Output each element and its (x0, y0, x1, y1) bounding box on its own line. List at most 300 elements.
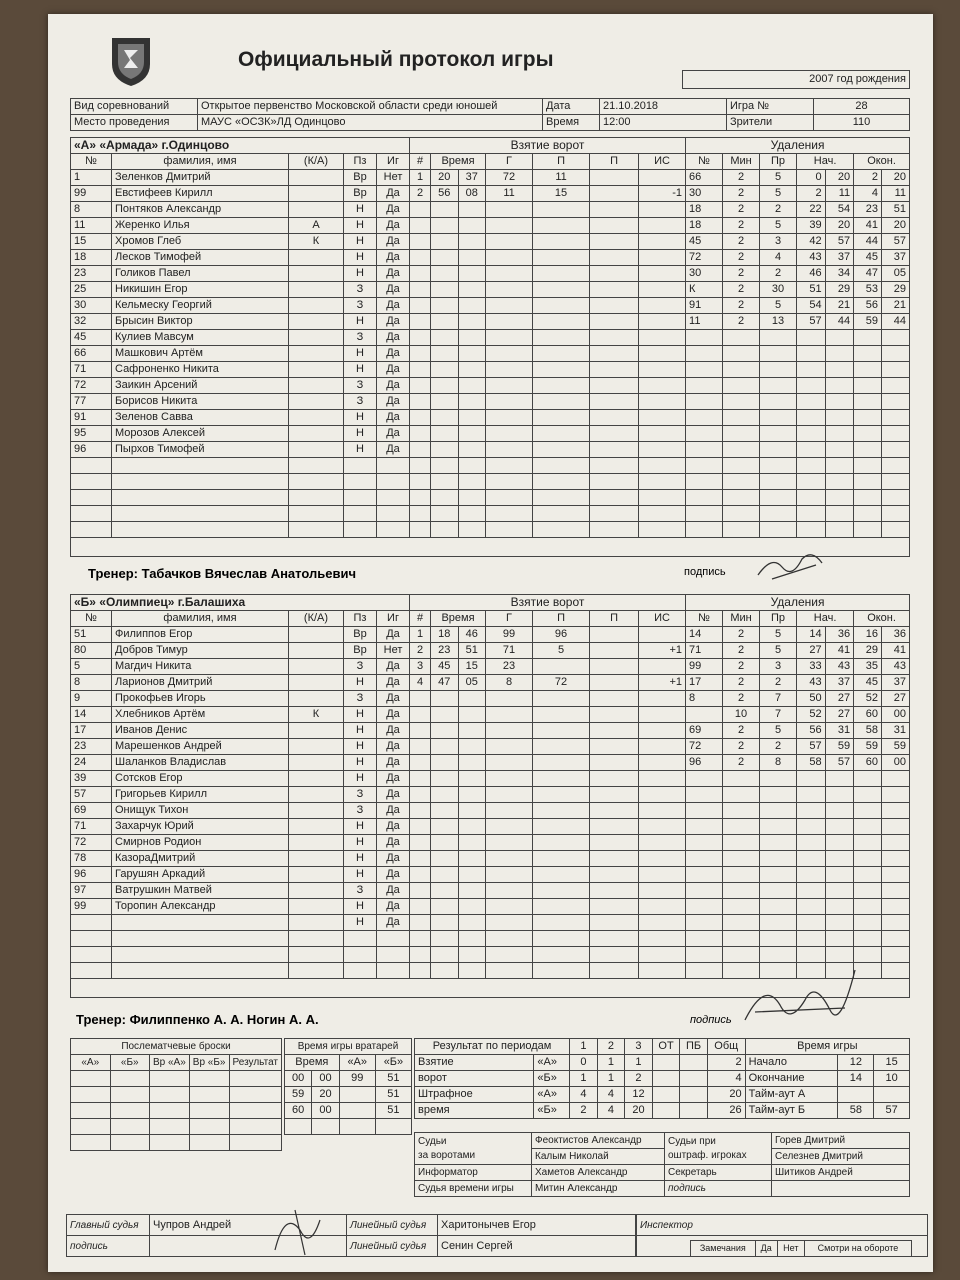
pen-minutes: 2 (723, 202, 760, 218)
pen-minutes: 2 (723, 266, 760, 282)
player-position: З (344, 787, 377, 803)
secretary-sign-label: подпись (665, 1181, 772, 1197)
goals-b-p3: 2 (625, 1071, 653, 1087)
pen-start-min (797, 458, 826, 474)
goal-min (431, 931, 459, 947)
goal-assist-2 (590, 883, 639, 899)
player-name: Сотсков Егор (112, 771, 289, 787)
player-role (289, 899, 344, 915)
goal-sec (458, 314, 486, 330)
pen-end-sec: 36 (882, 627, 910, 643)
player-role (289, 506, 344, 522)
pen-player (686, 506, 723, 522)
goal-scorer (486, 266, 533, 282)
goal-scorer (486, 394, 533, 410)
pen-start-sec: 44 (825, 314, 854, 330)
gk-col: «Б» (375, 1055, 411, 1071)
player-row (71, 675, 910, 691)
player-played: Да (377, 394, 410, 410)
pim-a-p1: 4 (570, 1087, 598, 1103)
goal-sec: 46 (458, 627, 486, 643)
player-number (71, 458, 112, 474)
gk-col: «А» (339, 1055, 375, 1071)
player-name (112, 522, 289, 538)
pen-end-sec: 51 (882, 202, 910, 218)
player-row (71, 314, 910, 330)
goal-situation (639, 378, 686, 394)
goal-scorer (486, 314, 533, 330)
player-position: Н (344, 915, 377, 931)
player-role (289, 330, 344, 346)
player-role (289, 915, 344, 931)
pen-start-sec: 41 (825, 643, 854, 659)
pen-end-sec (882, 787, 910, 803)
pen-start-min (797, 346, 826, 362)
pen-start-min (797, 835, 826, 851)
goal-assist-1 (533, 691, 590, 707)
goal-no: 3 (410, 659, 431, 675)
pen-start-min: 0 (797, 170, 826, 186)
goal-min (431, 282, 459, 298)
goal-situation (639, 458, 686, 474)
goal-no (410, 394, 431, 410)
player-name (112, 474, 289, 490)
goal-assist-2 (590, 707, 639, 723)
start-m: 15 (874, 1055, 910, 1071)
pen-start-sec: 20 (825, 218, 854, 234)
pen-start-min: 43 (797, 250, 826, 266)
goal-min (431, 707, 459, 723)
pen-player: 30 (686, 186, 723, 202)
pen-reason: 5 (760, 186, 797, 202)
player-row (71, 506, 910, 522)
pen-start-min: 52 (797, 707, 826, 723)
pen-minutes (723, 851, 760, 867)
goal-min (431, 202, 459, 218)
pen-start-sec (825, 819, 854, 835)
pen-minutes (723, 442, 760, 458)
pen-player: 71 (686, 643, 723, 659)
player-name: Торопин Александр (112, 899, 289, 915)
goal-assist-1 (533, 947, 590, 963)
pen-player (686, 819, 723, 835)
player-role (289, 458, 344, 474)
pen-player (686, 947, 723, 963)
pen-minutes (723, 362, 760, 378)
goal-assist-2 (590, 474, 639, 490)
pen-start-min: 46 (797, 266, 826, 282)
pen-start-sec (825, 851, 854, 867)
goal-min (431, 522, 459, 538)
pen-start-min (797, 362, 826, 378)
player-role (289, 755, 344, 771)
player-position: З (344, 330, 377, 346)
secretary-value: Шитиков Андрей (772, 1165, 910, 1181)
goal-scorer (486, 915, 533, 931)
goal-assist-2 (590, 899, 639, 915)
goal-sec (458, 819, 486, 835)
pen-end-min: 23 (854, 202, 882, 218)
goal-scorer (486, 202, 533, 218)
pen-start-sec (825, 442, 854, 458)
pen-end-min (854, 931, 882, 947)
goal-min (431, 442, 459, 458)
player-role (289, 170, 344, 186)
goals-b-p2: 1 (597, 1071, 625, 1087)
goal-scorer (486, 899, 533, 915)
goal-no (410, 787, 431, 803)
pen-player (686, 378, 723, 394)
pen-start-min (797, 819, 826, 835)
pen-end-min (854, 803, 882, 819)
goal-assist-1 (533, 506, 590, 522)
player-name: Хромов Глеб (112, 234, 289, 250)
player-played: Да (377, 282, 410, 298)
pen-reason: 13 (760, 314, 797, 330)
goal-min (431, 787, 459, 803)
remarks-table (690, 1240, 912, 1257)
end-m: 10 (874, 1071, 910, 1087)
column-header: Время (431, 154, 486, 170)
goal-no (410, 899, 431, 915)
pen-player: 72 (686, 250, 723, 266)
player-name (112, 458, 289, 474)
player-position: Н (344, 851, 377, 867)
pen-reason: 8 (760, 755, 797, 771)
goal-sec: 05 (458, 675, 486, 691)
goal-scorer (486, 442, 533, 458)
pen-reason: 5 (760, 298, 797, 314)
goal-assist-2 (590, 506, 639, 522)
player-position: Н (344, 675, 377, 691)
goal-situation (639, 506, 686, 522)
goal-assist-1 (533, 659, 590, 675)
goals-header: Взятие ворот (410, 138, 686, 154)
goal-judges-label-1: Судьи (418, 1135, 447, 1147)
pen-minutes: 2 (723, 675, 760, 691)
pen-player (686, 522, 723, 538)
pen-player (686, 963, 723, 979)
goal-no (410, 931, 431, 947)
column-header: № (71, 611, 112, 627)
goal-assist-2 (590, 915, 639, 931)
goal-assist-2 (590, 186, 639, 202)
pen-start-sec (825, 490, 854, 506)
goal-assist-2 (590, 755, 639, 771)
goal-no (410, 755, 431, 771)
player-row (71, 394, 910, 410)
goal-min (431, 947, 459, 963)
goals-b-so (680, 1071, 708, 1087)
player-number (71, 931, 112, 947)
goal-scorer (486, 883, 533, 899)
penalties-header: Удаления (686, 138, 910, 154)
player-played: Да (377, 771, 410, 787)
player-played: Да (377, 915, 410, 931)
pen-end-sec: 37 (882, 250, 910, 266)
place-value: МАУС «ОСЗК»ЛД Одинцово (198, 115, 543, 131)
goal-assist-1 (533, 202, 590, 218)
player-played: Да (377, 787, 410, 803)
player-row (71, 202, 910, 218)
goal-no (410, 218, 431, 234)
pen-end-min (854, 346, 882, 362)
pen-reason (760, 867, 797, 883)
pen-reason: 2 (760, 266, 797, 282)
player-role (289, 723, 344, 739)
goal-assist-2 (590, 330, 639, 346)
goal-min (431, 867, 459, 883)
pen-player: 30 (686, 266, 723, 282)
main-ref-signature-icon (265, 1200, 345, 1260)
pen-judges-label-2: оштраф. игроках (668, 1149, 747, 1161)
goal-sec (458, 963, 486, 979)
goal-sec (458, 851, 486, 867)
pen-start-min (797, 410, 826, 426)
player-played (377, 474, 410, 490)
goal-assist-2 (590, 234, 639, 250)
player-number: 72 (71, 378, 112, 394)
pen-end-sec (882, 362, 910, 378)
player-played: Нет (377, 643, 410, 659)
place-label: Место проведения (71, 115, 198, 131)
player-number: 25 (71, 282, 112, 298)
goal-no (410, 915, 431, 931)
player-number: 72 (71, 835, 112, 851)
goals-a-p2: 1 (597, 1055, 625, 1071)
so-col: «Б» (110, 1055, 149, 1071)
pen-start-sec (825, 506, 854, 522)
goal-assist-2 (590, 490, 639, 506)
player-number: 23 (71, 739, 112, 755)
end-label: Окончание (745, 1071, 838, 1087)
goal-assist-1 (533, 771, 590, 787)
informer-label: Информатор (415, 1165, 532, 1181)
pen-minutes: 10 (723, 707, 760, 723)
goal-assist-1 (533, 298, 590, 314)
pen-end-sec (882, 410, 910, 426)
goal-assist-2 (590, 426, 639, 442)
goal-scorer (486, 819, 533, 835)
goal-no (410, 707, 431, 723)
goal-situation (639, 803, 686, 819)
main-ref-label: Главный судья (67, 1215, 150, 1236)
goal-assist-2 (590, 314, 639, 330)
goal-min (431, 426, 459, 442)
goal-no (410, 458, 431, 474)
pen-start-sec (825, 787, 854, 803)
goal-situation (639, 627, 686, 643)
player-position: Н (344, 362, 377, 378)
goal-situation (639, 883, 686, 899)
goals-header: Взятие ворот (410, 595, 686, 611)
goal-situation (639, 474, 686, 490)
goal-assist-2 (590, 282, 639, 298)
pen-end-sec: 29 (882, 282, 910, 298)
goal-scorer (486, 426, 533, 442)
remarks-yes[interactable]: Да (755, 1241, 777, 1257)
goal-scorer (486, 723, 533, 739)
player-position: З (344, 298, 377, 314)
pen-player: 99 (686, 659, 723, 675)
goal-no (410, 378, 431, 394)
player-name: Иванов Денис (112, 723, 289, 739)
pim-b-ot (652, 1103, 680, 1119)
player-name: Прокофьев Игорь (112, 691, 289, 707)
goal-assist-1 (533, 707, 590, 723)
goal-assist-1: 11 (533, 170, 590, 186)
pen-start-sec: 29 (825, 282, 854, 298)
pen-end-sec (882, 474, 910, 490)
pen-minutes (723, 506, 760, 522)
goals-a-ot (652, 1055, 680, 1071)
pen-start-min: 33 (797, 659, 826, 675)
goal-sec (458, 867, 486, 883)
goal-no (410, 867, 431, 883)
goal-assist-1 (533, 314, 590, 330)
gk-team-b: 51 (375, 1103, 411, 1119)
goal-no (410, 474, 431, 490)
goal-situation (639, 298, 686, 314)
per-col: 1 (570, 1039, 598, 1055)
pen-end-min (854, 867, 882, 883)
goal-no (410, 819, 431, 835)
time-label: Время (543, 115, 600, 131)
player-number (71, 506, 112, 522)
goal-scorer (486, 771, 533, 787)
pen-reason: 2 (760, 739, 797, 755)
goal-sec (458, 522, 486, 538)
gametime-label: Время игры (745, 1039, 909, 1055)
goal-assist-1 (533, 739, 590, 755)
goal-situation (639, 707, 686, 723)
player-number: 91 (71, 410, 112, 426)
player-row (71, 803, 910, 819)
spectators-value: 110 (814, 115, 910, 131)
pen-reason (760, 394, 797, 410)
player-played: Да (377, 314, 410, 330)
pen-end-sec: 37 (882, 675, 910, 691)
player-position (344, 490, 377, 506)
pen-start-min: 50 (797, 691, 826, 707)
goal-no (410, 835, 431, 851)
pen-minutes (723, 410, 760, 426)
pen-end-min (854, 410, 882, 426)
pen-end-min (854, 522, 882, 538)
player-role (289, 362, 344, 378)
player-role (289, 883, 344, 899)
goal-scorer (486, 250, 533, 266)
remarks-no[interactable]: Нет (777, 1241, 804, 1257)
player-row (71, 426, 910, 442)
pen-start-sec: 37 (825, 250, 854, 266)
goal-assist-1 (533, 835, 590, 851)
goal-assist-1: 15 (533, 186, 590, 202)
pen-start-min: 57 (797, 314, 826, 330)
shootout-table (70, 1038, 282, 1151)
pen-start-sec: 59 (825, 739, 854, 755)
goal-sec (458, 707, 486, 723)
pen-end-min: 53 (854, 282, 882, 298)
player-number: 71 (71, 362, 112, 378)
pen-reason (760, 378, 797, 394)
player-number: 5 (71, 659, 112, 675)
pen-start-min (797, 867, 826, 883)
player-name: Никишин Егор (112, 282, 289, 298)
pen-end-sec (882, 851, 910, 867)
gk-team-b: 51 (375, 1087, 411, 1103)
player-position: З (344, 883, 377, 899)
pen-start-sec (825, 867, 854, 883)
pen-judge-2: Селезнев Дмитрий (772, 1149, 910, 1165)
pen-reason (760, 851, 797, 867)
goal-assist-1 (533, 963, 590, 979)
player-row (71, 851, 910, 867)
gk-team-b: 51 (375, 1071, 411, 1087)
goals-a-p3: 1 (625, 1055, 653, 1071)
pen-start-sec (825, 394, 854, 410)
pen-start-sec (825, 426, 854, 442)
pen-player (686, 915, 723, 931)
goal-min: 47 (431, 675, 459, 691)
team-b-tag: «Б» (534, 1103, 570, 1119)
goal-scorer (486, 474, 533, 490)
goal-assist-2 (590, 787, 639, 803)
time-value: 12:00 (600, 115, 727, 131)
goal-no (410, 202, 431, 218)
date-label: Дата (543, 99, 600, 115)
goal-no (410, 362, 431, 378)
goal-min (431, 218, 459, 234)
goal-situation: +1 (639, 675, 686, 691)
player-role: К (289, 707, 344, 723)
goal-assist-1 (533, 522, 590, 538)
pen-player (686, 835, 723, 851)
gk-sec: 00 (312, 1103, 339, 1119)
goal-situation (639, 218, 686, 234)
player-name: Морозов Алексей (112, 426, 289, 442)
pen-reason: 4 (760, 250, 797, 266)
pen-player (686, 474, 723, 490)
pen-minutes (723, 819, 760, 835)
player-position (344, 474, 377, 490)
team-b-sign-label: подпись (690, 1014, 732, 1026)
player-role (289, 947, 344, 963)
goal-sec (458, 947, 486, 963)
pen-start-sec: 27 (825, 707, 854, 723)
pim-label-1: Штрафное (415, 1087, 534, 1103)
column-header: П (533, 611, 590, 627)
goal-assist-2 (590, 250, 639, 266)
player-played: Да (377, 378, 410, 394)
player-number: 9 (71, 691, 112, 707)
player-played: Да (377, 218, 410, 234)
goal-scorer (486, 362, 533, 378)
goal-situation (639, 394, 686, 410)
goal-sec (458, 915, 486, 931)
goalie-time-row (285, 1087, 412, 1103)
player-role (289, 963, 344, 979)
player-role (289, 643, 344, 659)
column-header: Пз (344, 154, 377, 170)
player-number: 69 (71, 803, 112, 819)
goal-scorer (486, 282, 533, 298)
pen-end-min (854, 883, 882, 899)
player-played: Да (377, 739, 410, 755)
player-position: Н (344, 707, 377, 723)
pen-player (686, 851, 723, 867)
pen-end-min: 16 (854, 627, 882, 643)
